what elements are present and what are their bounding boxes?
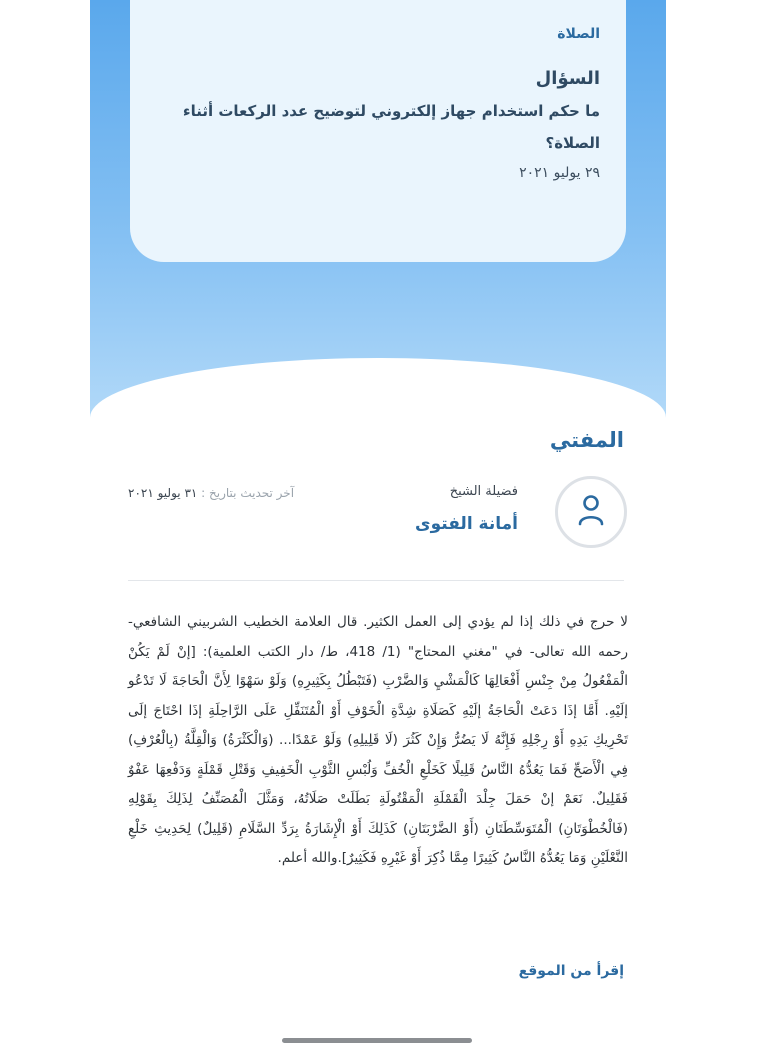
question-category[interactable]: الصلاة [557, 26, 600, 42]
app-screen [90, 0, 666, 1049]
sheikh-title-label: فضيلة الشيخ [449, 484, 518, 499]
last-update [128, 486, 294, 500]
answer-text: لا حرج في ذلك إذا لم يؤدي إلى العمل الكثير. قال العلامة الخطيب الشربيني الشافعي-رحمه الله تعالى- في "مغني المحتاج" (1/ 418، ط/ دار الكتب العلمية): [إنْ لَمْ يَكُنْ الْمَفْعُولُ مِنْ جِنْسِ أَفْعَالِهَا كَالْمَشْيِ وَالضَّرْبِ (فَتَبْطُلُ بِكَثِيرِهِ) وَلَوْ سَهْوًا لِأَنَّ الْحَاجَةَ لَا تَدْعُو إلَيْهِ. أَمَّا إذَا دَعَتْ الْحَاجَةُ إلَيْهِ كَصَلَاةِ شِدَّةِ الْخَوْفِ أَوْ الْمُتَنَفِّلِ عَلَى الرَّاحِلَةِ إذَا احْتَاجَ إلَى تَحْرِيكِ يَدِهِ أَوْ رِجْلِهِ فَإِنَّهُ لَا يَضُرُّ وَإِنْ كَثُرَ (لَا قَلِيلِهِ) وَلَوْ عَمْدًا... (وَالْكَثْرَةُ) وَالْقِلَّةُ (بِالْعُرْفِ) فِي الْأَصَحِّ فَمَا يَعُدُّهُ النَّاسُ قَلِيلًا كَخَلْعِ الْخُفِّ وَلُبْسِ الثَّوْبِ الْخَفِيفِ وَقَتْلِ قَمْلَةٍ وَدَفْعِهَا عَفْوٌ فَقَلِيلٌ. نَعَمْ إنْ حَمَلَ جِلْدَ الْقَمْلَةِ الْمَقْتُولَةِ بَطَلَتْ صَلَاتُهُ، وَمَثَّلَ الْمُصَنِّفُ لِذَلِكَ بِقَوْلِهِ (فَالْخُطْوَتَانِ) الْمُتَوَسِّطَتَانِ (أَوْ الضَّرْبَتَانِ) كَذَلِكَ أَوْ الْإِشَارَةُ بِرَدِّ السَّلَامِ (قَلِيلٌ) لِحَدِيثِ خَلْعِ النَّعْلَيْنِ وَمَا يَعُدُّهُ النَّاسُ كَثِيرًا مِمَّا ذُكِرَ أَوْ غَيْرِهِ فَكَثِيرٌ].والله أعلم. [128, 614, 629, 866]
question-text: ما حكم استخدام جهاز إلكتروني لتوضيح عدد الركعات أثناء الصلاة؟ [182, 102, 600, 152]
mufti-section-title: المفتي [549, 428, 624, 452]
question-date: ٢٩ يوليو ٢٠٢١ [519, 165, 600, 181]
question-card [130, 0, 626, 262]
avatar [555, 476, 627, 548]
divider [128, 580, 624, 581]
read-from-site-link[interactable]: إقرأ من الموقع [518, 963, 624, 979]
question-heading: السؤال [535, 68, 600, 89]
user-icon [578, 494, 604, 530]
mufti-name[interactable]: أمانة الفتوى [415, 514, 518, 534]
last-update-date: ٣١ يوليو ٢٠٢١ [128, 486, 198, 500]
home-indicator[interactable] [282, 1038, 472, 1043]
last-update-label: آخر تحديث بتاريخ : [201, 486, 295, 500]
